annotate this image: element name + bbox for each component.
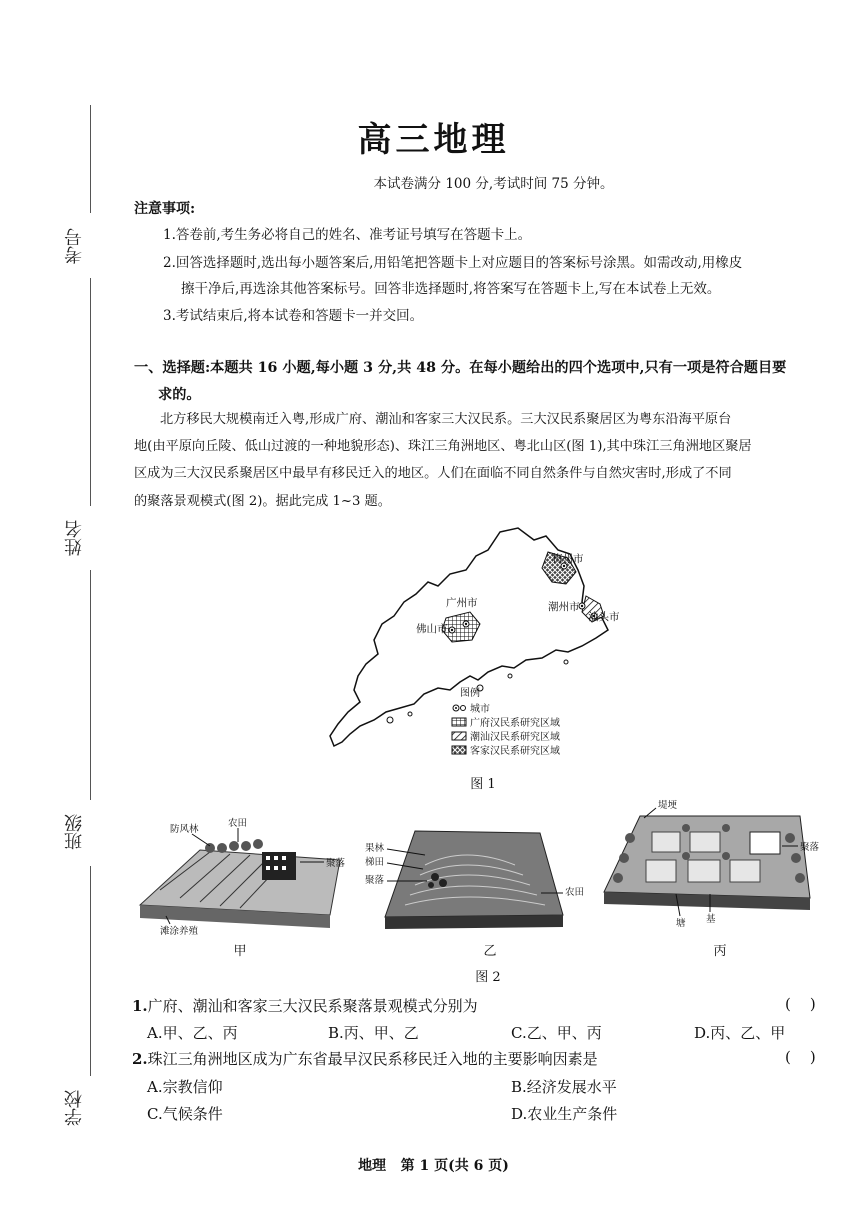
notes-heading: 注意事项: bbox=[134, 201, 196, 217]
note-item-2: 2.回答选择题时,选出每小题答案后,用铅笔把答题卡上对应题目的答案标号涂黑。如需改动,用橡皮 bbox=[163, 255, 743, 271]
city-label-foshan: 佛山市 bbox=[416, 623, 448, 635]
binding-line-3 bbox=[90, 570, 91, 800]
name-label: 姓名 bbox=[64, 520, 85, 556]
city-label-meizhou: 梅州市 bbox=[552, 553, 584, 565]
question-1-number: 1. bbox=[132, 997, 148, 1015]
binding-line-2 bbox=[90, 278, 91, 506]
legend-city: 城市 bbox=[470, 704, 490, 715]
figure-2-panel-bing bbox=[600, 798, 830, 933]
section-heading: 一、选择题:本题共 16 小题,每小题 3 分,共 48 分。在每小题给出的四个选项中,只有一项是符合题目要 bbox=[134, 360, 787, 376]
note-item-3: 3.考试结束后,将本试卷和答题卡一并交回。 bbox=[163, 308, 424, 324]
legend-guangfu: 广府汉民系研究区域 bbox=[470, 718, 560, 729]
label-settlement-jia: 聚落 bbox=[326, 858, 346, 869]
label-settlement-bing: 聚落 bbox=[800, 842, 820, 853]
panel-name-jia: 甲 bbox=[233, 944, 247, 959]
page-title: 高三地理 bbox=[357, 120, 510, 160]
panel-name-bing: 丙 bbox=[713, 944, 727, 959]
q1-option-a[interactable]: A.甲、乙、丙 bbox=[147, 1024, 238, 1042]
figure-2-panel-yi bbox=[365, 825, 585, 935]
binding-line-4 bbox=[90, 866, 91, 1076]
question-2-bracket: ( ) bbox=[785, 1048, 816, 1066]
passage-line-4: 的聚落景观模式(图 2)。据此完成 1~3 题。 bbox=[134, 494, 391, 509]
note-item-2-cont: 擦干净后,再选涂其他答案标号。回答非选择题时,将答案写在答题卡上,写在本试卷上无效。 bbox=[181, 281, 721, 297]
city-label-guangzhou: 广州市 bbox=[446, 597, 478, 609]
q2-option-a[interactable]: A.宗教信仰 bbox=[147, 1078, 223, 1096]
label-orchard: 果林 bbox=[365, 843, 385, 854]
legend-title: 图例 bbox=[460, 688, 480, 699]
label-windbreak: 防风林 bbox=[170, 824, 199, 835]
school-label: 学校 bbox=[64, 1090, 85, 1126]
question-2 bbox=[132, 1048, 598, 1069]
passage-line-1: 北方移民大规模南迁入粤,形成广府、潮汕和客家三大汉民系。三大汉民系聚居区为粤东沿海平原台 bbox=[160, 412, 732, 427]
label-mudflat: 滩涂养殖 bbox=[160, 926, 199, 937]
q1-option-c[interactable]: C.乙、甲、丙 bbox=[511, 1024, 602, 1042]
q1-option-b[interactable]: B.丙、甲、乙 bbox=[328, 1024, 419, 1042]
section-heading-cont: 求的。 bbox=[158, 387, 201, 403]
label-settlement-yi: 聚落 bbox=[365, 875, 385, 886]
legend-hakka: 客家汉民系研究区域 bbox=[470, 746, 560, 757]
label-terrace: 梯田 bbox=[365, 857, 385, 868]
passage-line-2: 地(由平原向丘陵、低山过渡的一种地貌形态)、珠江三角洲地区、粤北山区(图 1),其中珠江三角洲地区聚居 bbox=[134, 439, 752, 454]
passage-line-3: 区成为三大汉民系聚居区中最早有移民迁入的地区。人们在面临不同自然条件与自然灾害时,形成了不同 bbox=[134, 466, 732, 481]
guangfu-region bbox=[442, 612, 480, 642]
figure-2-caption: 图 2 bbox=[475, 970, 501, 985]
label-pond: 塘 bbox=[676, 918, 686, 929]
figure-1-map bbox=[320, 520, 620, 770]
label-dike: 堤埂 bbox=[658, 800, 678, 811]
question-1-bracket: ( ) bbox=[785, 995, 816, 1013]
figure-2-panel-jia bbox=[130, 810, 350, 940]
figure-1-caption: 图 1 bbox=[470, 777, 496, 792]
city-label-shantou: 汕头市 bbox=[588, 611, 620, 623]
question-1-text: 广府、潮汕和客家三大汉民系聚落景观模式分别为 bbox=[147, 997, 478, 1015]
note-item-1: 1.答卷前,考生务必将自己的姓名、准考证号填写在答题卡上。 bbox=[163, 227, 532, 243]
question-1 bbox=[132, 995, 478, 1016]
label-dike-bank: 基 bbox=[706, 914, 716, 925]
question-2-text: 珠江三角洲地区成为广东省最早汉民系移民迁入地的主要影响因素是 bbox=[147, 1050, 598, 1068]
exam-number-label: 考号 bbox=[64, 228, 85, 264]
page-footer: 地理 第 1 页(共 6 页) bbox=[358, 1158, 509, 1174]
panel-name-yi: 乙 bbox=[483, 944, 497, 959]
question-2-number: 2. bbox=[132, 1050, 148, 1068]
legend-chaoshan: 潮汕汉民系研究区域 bbox=[470, 732, 560, 743]
exam-info: 本试卷满分 100 分,考试时间 75 分钟。 bbox=[373, 176, 614, 192]
q2-option-d[interactable]: D.农业生产条件 bbox=[511, 1105, 618, 1123]
label-farmland-jia: 农田 bbox=[228, 818, 248, 829]
q2-option-b[interactable]: B.经济发展水平 bbox=[511, 1078, 617, 1096]
city-label-chaozhou: 潮州市 bbox=[548, 601, 580, 613]
label-farmland-yi: 农田 bbox=[565, 887, 585, 898]
q2-option-c[interactable]: C.气候条件 bbox=[147, 1105, 223, 1123]
class-label: 班级 bbox=[64, 814, 85, 850]
q1-option-d[interactable]: D.丙、乙、甲 bbox=[694, 1024, 786, 1042]
